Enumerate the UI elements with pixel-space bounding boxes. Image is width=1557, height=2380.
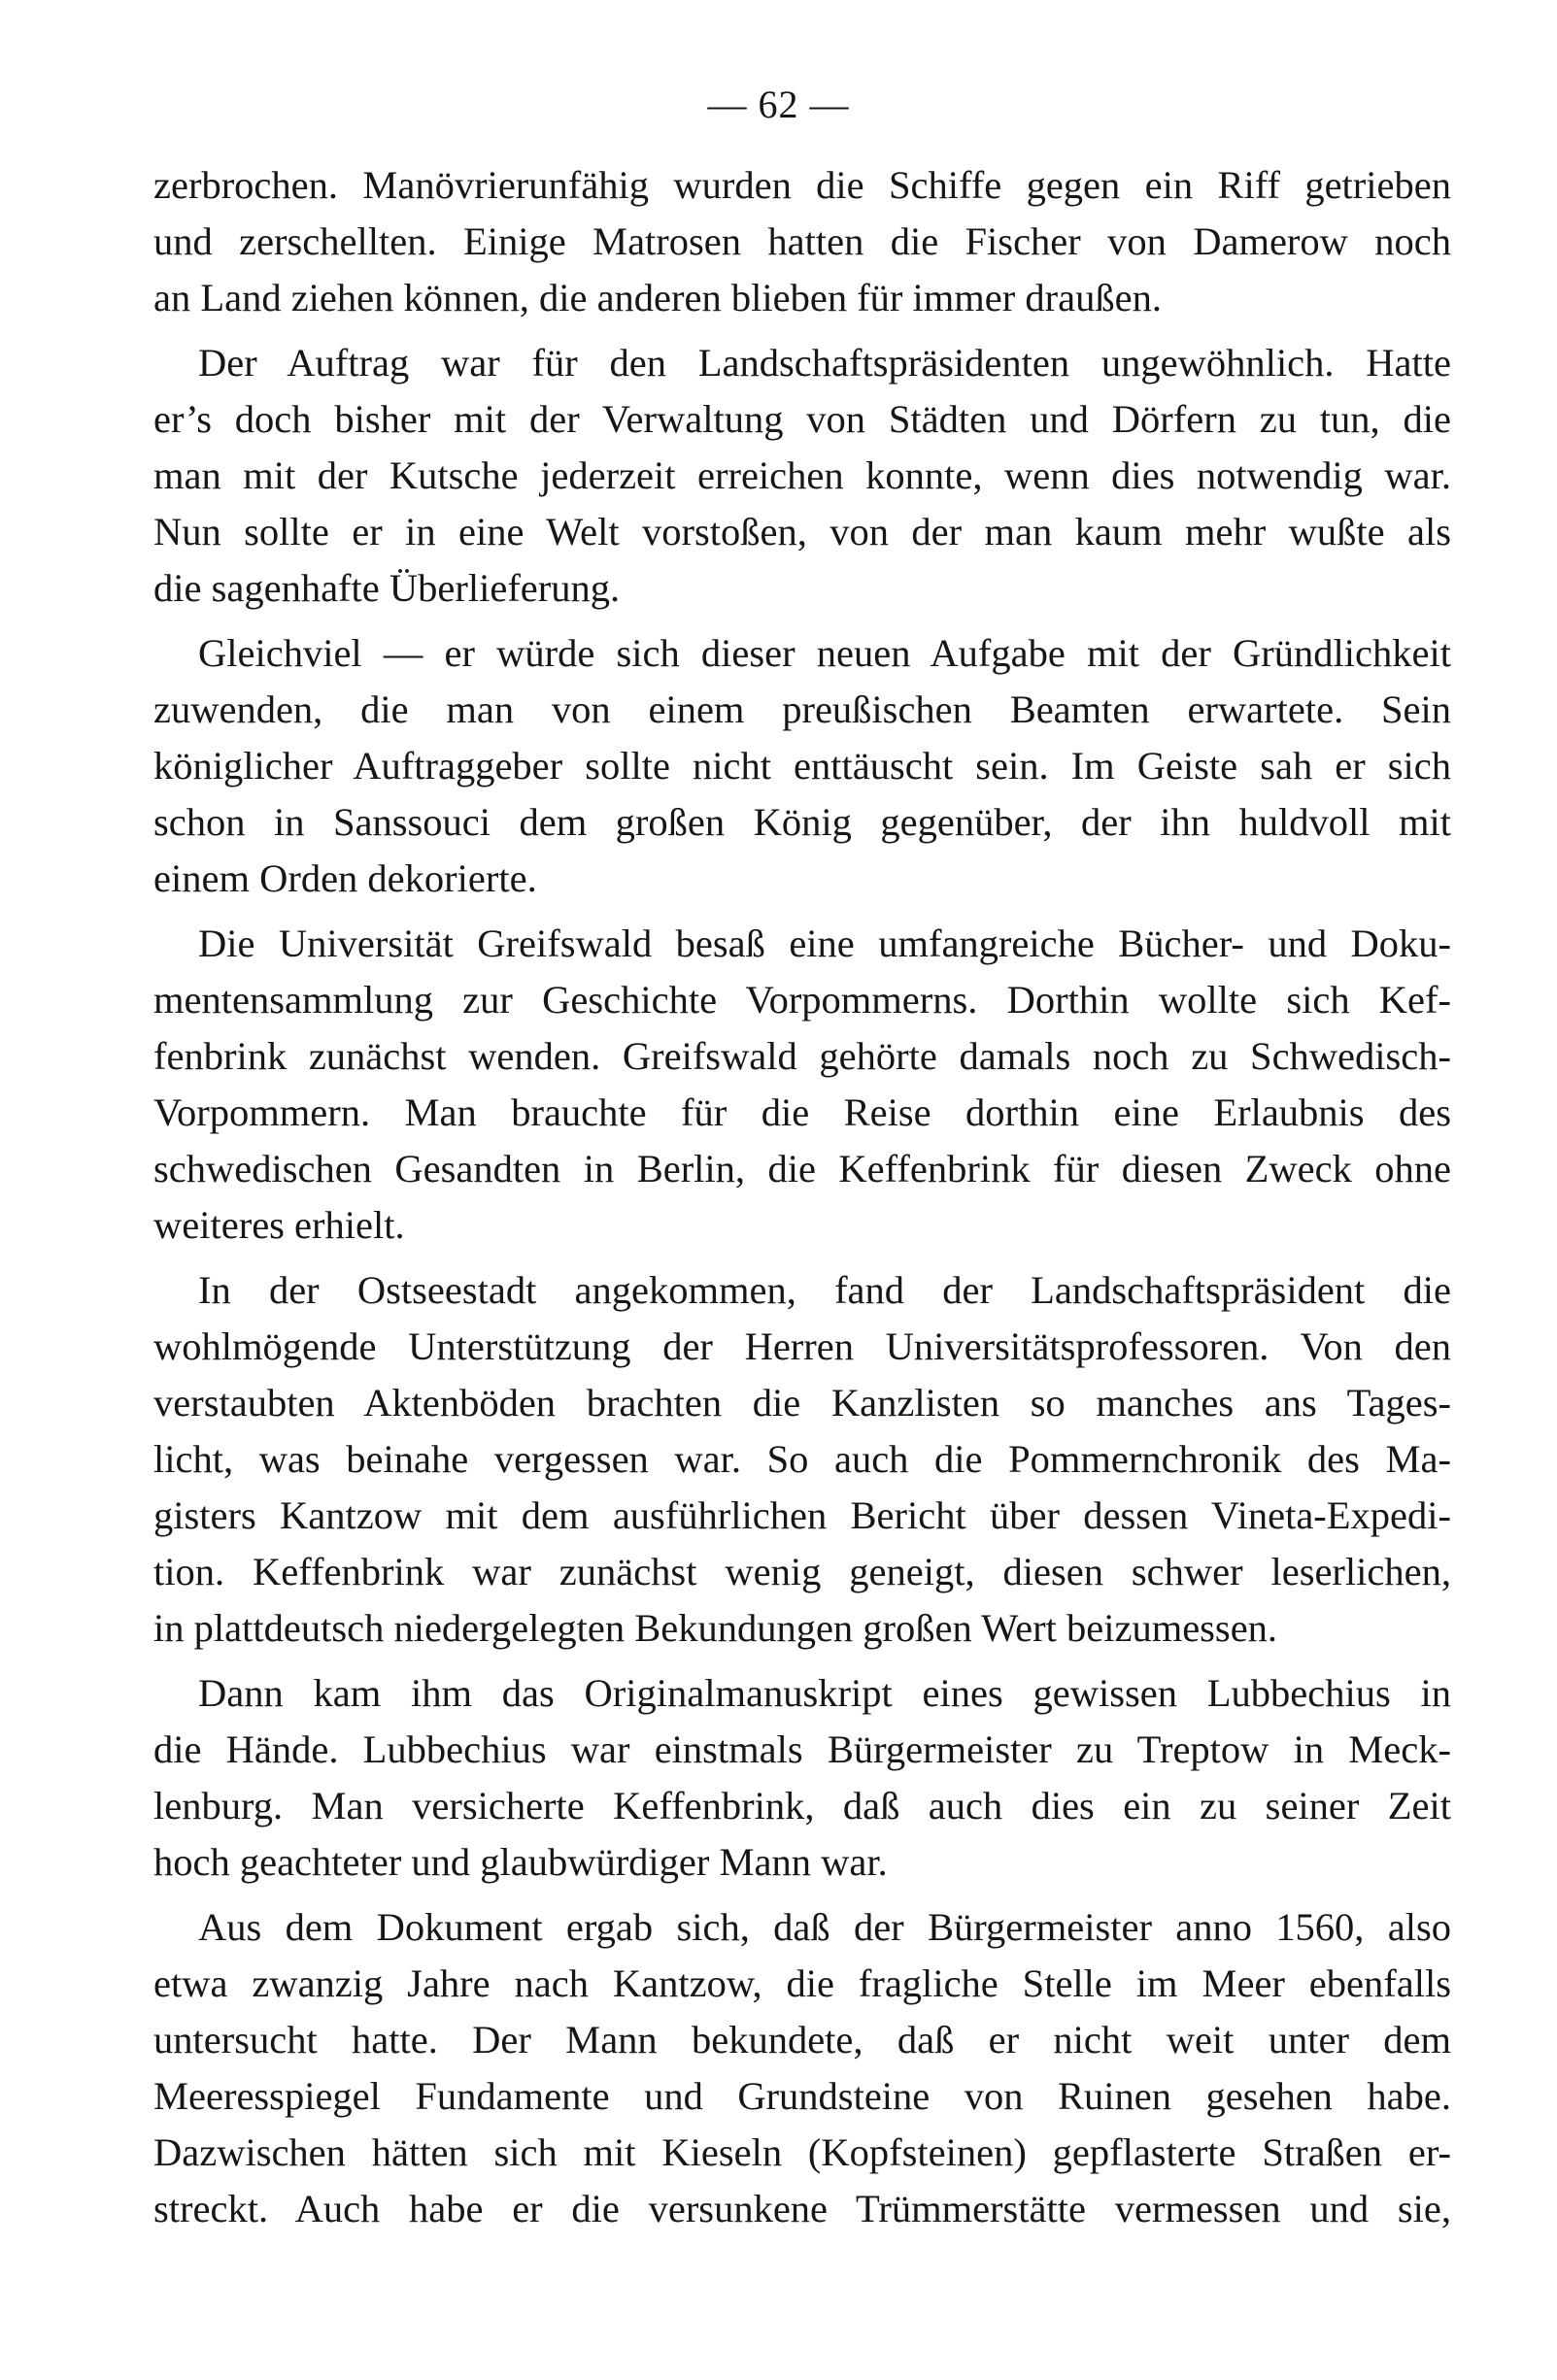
text-line: man mit der Kutsche jederzeit erreichen konnte, wenn dies notwendig war. xyxy=(153,453,1451,497)
text-line: Dann kam ihm das Originalmanuskript eines gewissen Lubbechius in xyxy=(198,1671,1451,1715)
paragraph xyxy=(153,1665,1451,1891)
text-line: Dazwischen hätten sich mit Kieseln (Kopfsteinen) gepflasterte Straßen er- xyxy=(153,2130,1451,2174)
paragraph xyxy=(153,335,1451,617)
text-line: In der Ostseestadt angekommen, fand der Landschaftspräsident die xyxy=(198,1268,1451,1312)
text-line: fenbrink zunächst wenden. Greifswald gehörte damals noch zu Schwedisch- xyxy=(153,1034,1451,1078)
page-number: — 62 — xyxy=(707,83,850,126)
text-line: Aus dem Dokument ergab sich, daß der Bürgermeister anno 1560, also xyxy=(198,1905,1451,1949)
text-line: und zerschellten. Einige Matrosen hatten die Fischer von Damerow noch xyxy=(153,219,1451,263)
text-line: untersucht hatte. Der Mann bekundete, daß er nicht weit unter dem xyxy=(153,2018,1451,2062)
paragraph xyxy=(153,625,1451,907)
paragraph xyxy=(153,1899,1451,2237)
text-line: Die Universität Greifswald besaß eine umfangreiche Bücher- und Doku- xyxy=(198,922,1451,965)
paragraph xyxy=(153,916,1451,1254)
paragraph xyxy=(153,157,1451,326)
text-line: mentensammlung zur Geschichte Vorpommerns. Dorthin wollte sich Kef- xyxy=(153,978,1451,1022)
text-line: hoch geachteter und glaubwürdiger Mann war. xyxy=(153,1840,888,1884)
text-line: gisters Kantzow mit dem ausführlichen Bericht über dessen Vineta-Expedi- xyxy=(153,1493,1451,1537)
text-line: Der Auftrag war für den Landschaftspräsidenten ungewöhnlich. Hatte xyxy=(198,341,1451,385)
text-line: die sagenhafte Überlieferung. xyxy=(153,566,621,610)
text-line: weiteres erhielt. xyxy=(153,1203,405,1247)
text-line: Nun sollte er in eine Welt vorstoßen, von der man kaum mehr wußte als xyxy=(153,510,1451,553)
text-line: lenburg. Man versicherte Keffenbrink, daß auch dies ein zu seiner Zeit xyxy=(153,1784,1451,1827)
body-text xyxy=(153,157,1451,2246)
text-line: zerbrochen. Manövrierunfähig wurden die Schiffe gegen ein Riff getrieben xyxy=(153,163,1451,207)
text-line: wohlmögende Unterstützung der Herren Universitätsprofessoren. Von den xyxy=(153,1324,1451,1368)
text-line: einem Orden dekorierte. xyxy=(153,856,537,900)
text-line: königlicher Auftraggeber sollte nicht enttäuscht sein. Im Geiste sah er sich xyxy=(153,744,1451,788)
text-line: an Land ziehen können, die anderen blieben für immer draußen. xyxy=(153,276,1162,319)
text-line: die Hände. Lubbechius war einstmals Bürgermeister zu Treptow in Meck- xyxy=(153,1727,1451,1771)
text-line: licht, was beinahe vergessen war. So auch die Pommernchronik des Ma- xyxy=(153,1437,1451,1481)
text-line: er’s doch bisher mit der Verwaltung von Städten und Dörfern zu tun, die xyxy=(153,397,1451,441)
text-line: Vorpommern. Man brauchte für die Reise dorthin eine Erlaubnis des xyxy=(153,1090,1451,1134)
text-line: Meeresspiegel Fundamente und Grundsteine von Ruinen gesehen habe. xyxy=(153,2074,1451,2118)
text-line: schwedischen Gesandten in Berlin, die Keffenbrink für diesen Zweck ohne xyxy=(153,1147,1451,1190)
text-line: etwa zwanzig Jahre nach Kantzow, die fragliche Stelle im Meer ebenfalls xyxy=(153,1961,1451,2005)
text-line: verstaubten Aktenböden brachten die Kanzlisten so manches ans Tages- xyxy=(153,1381,1451,1425)
text-line: streckt. Auch habe er die versunkene Trümmerstätte vermessen und sie, xyxy=(153,2187,1451,2230)
text-line: in plattdeutsch niedergelegten Bekundungen großen Wert beizumessen. xyxy=(153,1606,1278,1650)
paragraph xyxy=(153,1262,1451,1657)
text-line: schon in Sanssouci dem großen König gegenüber, der ihn huldvoll mit xyxy=(153,800,1451,844)
text-line: zuwenden, die man von einem preußischen Beamten erwartete. Sein xyxy=(153,687,1451,731)
text-line: tion. Keffenbrink war zunächst wenig geneigt, diesen schwer leserlichen, xyxy=(153,1550,1451,1593)
text-line: Gleichviel — er würde sich dieser neuen Aufgabe mit der Gründlichkeit xyxy=(198,631,1451,675)
